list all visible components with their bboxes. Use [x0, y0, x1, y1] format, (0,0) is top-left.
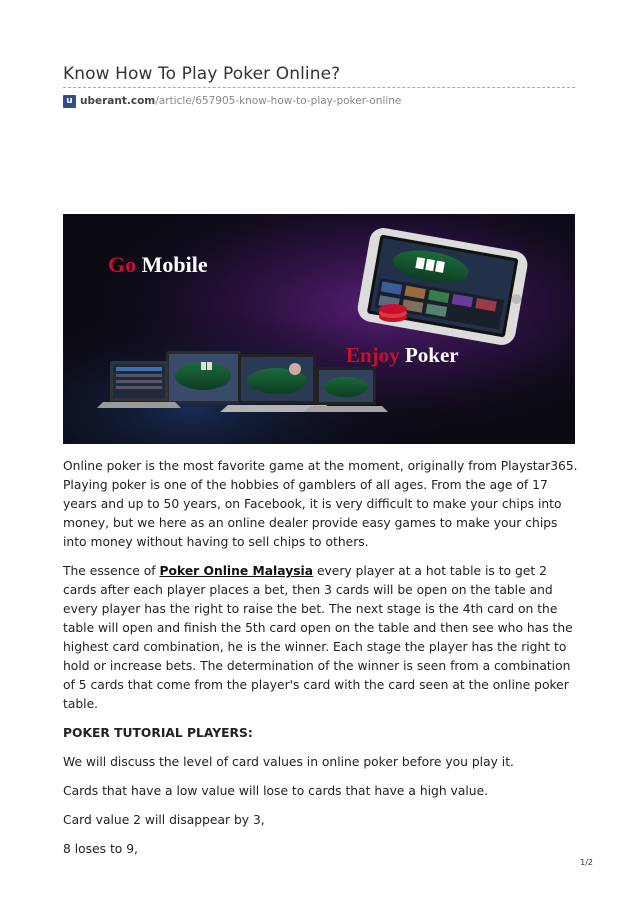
poker-online-malaysia-link[interactable]: Poker Online Malaysia [159, 564, 314, 578]
paragraph-essence-before: The essence of [63, 564, 160, 578]
paragraph-low-high: Cards that have a low value will lose to cards that have a high value. [63, 784, 489, 798]
hero-tagline-rest: Poker [399, 343, 459, 367]
section-heading: POKER TUTORIAL PLAYERS: [63, 726, 253, 740]
paragraph-card-8: 8 loses to 9, [63, 842, 138, 856]
title-divider [63, 87, 575, 88]
hero-tagline-accent: Enjoy [346, 343, 400, 367]
page-title: Know How To Play Poker Online? [63, 64, 341, 84]
poker-promo-banner [63, 214, 575, 444]
paragraph-essence-after: every player at a hot table is to get 2 cards after each player places a bet, then 3 cards will be open on the table and every player has the right to raise the bet. The next stage is the 4th card on the table will open and finish the 5th card open on the table and then see who has the highest card combination, he is the winner. Each stage the player has the right to hold or increase bets. The determination of the winner is seen from a combination of 5 cards that come from the player's card with the card seen at the online poker table. [63, 564, 573, 711]
source-link[interactable] [63, 93, 401, 109]
hero-heading-rest: Mobile [136, 252, 208, 277]
source-domain: uberant.com [80, 95, 156, 107]
page-number: 1/2 [580, 858, 593, 867]
site-logo-icon: u [63, 95, 76, 108]
paragraph-card-levels: We will discuss the level of card values in online poker before you play it. [63, 755, 514, 769]
article-body [63, 457, 578, 869]
hero-heading-accent: Go [108, 252, 137, 277]
svg-text:Go Mobile [108, 252, 208, 277]
paragraph-card-2: Card value 2 will disappear by 3, [63, 813, 265, 827]
tablet-illustration [166, 351, 241, 404]
source-path: /article/657905-know-how-to-play-poker-online [155, 95, 402, 107]
paragraph-intro: Online poker is the most favorite game at the moment, originally from Playstar365. Playing poker is one of the hobbies of gamblers of all ages. From the age of 17 years and up to 50 years, on Facebook, it is very difficult to make your chips into money, but we here as an online dealer provide easy games to make your chips into money without having to sell chips to others. [63, 459, 578, 549]
hero-image [63, 214, 575, 444]
svg-text:Enjoy Poker [346, 343, 459, 367]
paragraph-essence [63, 562, 578, 714]
